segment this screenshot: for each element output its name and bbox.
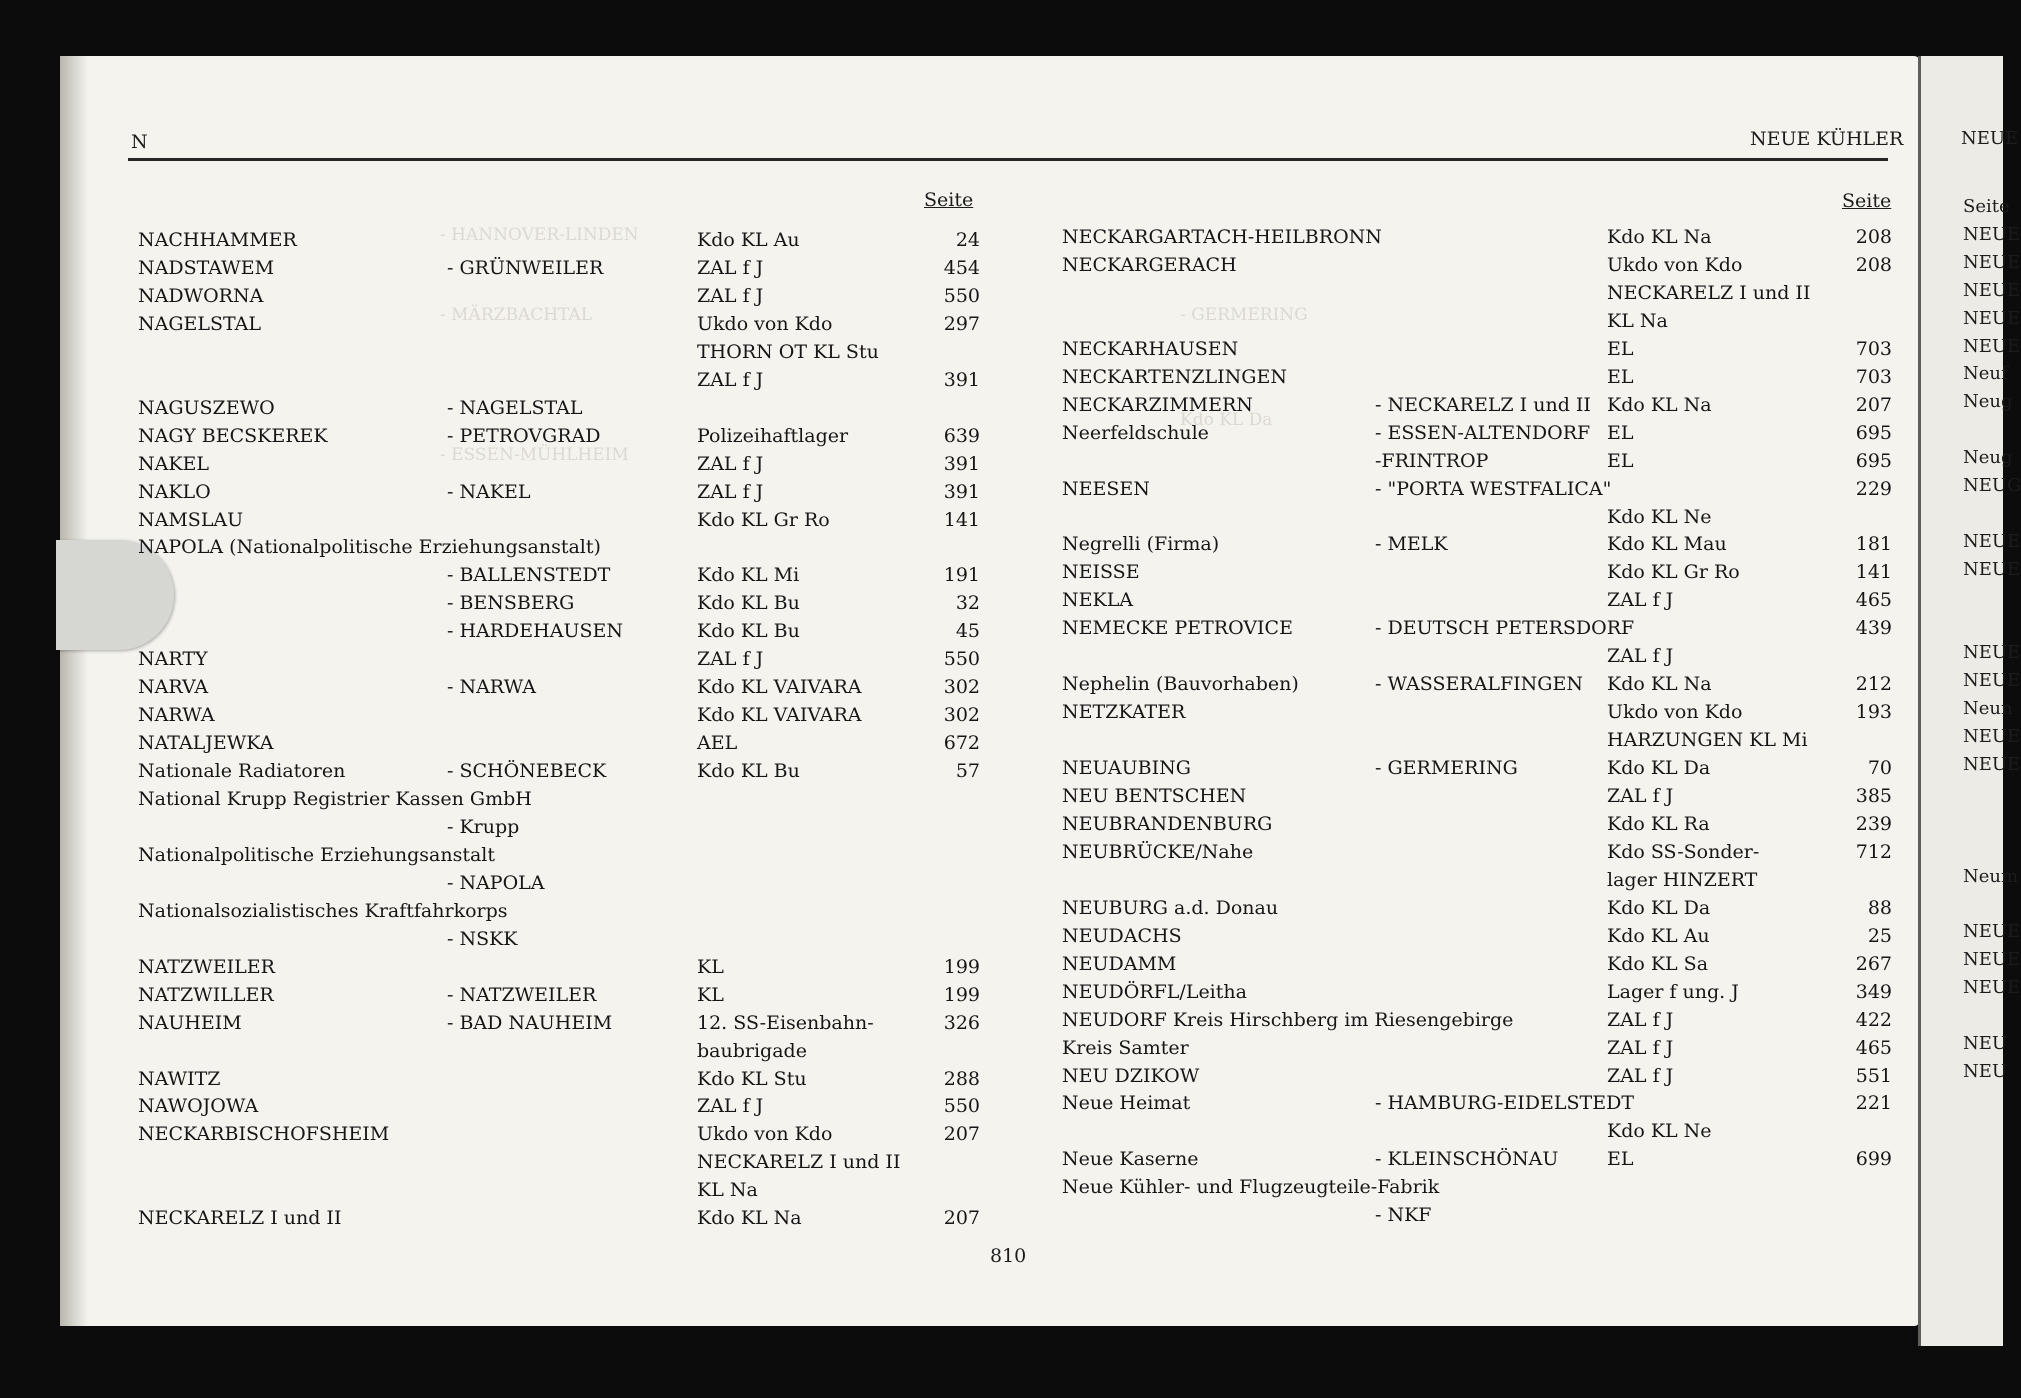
entry-unit: ZAL f J — [1607, 589, 1674, 612]
facing-entry: NEUE — [1963, 642, 2021, 664]
entry-name: NADSTAWEM — [138, 256, 275, 279]
facing-entry: NEUG — [1963, 475, 2021, 496]
entry-page-number: 208 — [1855, 226, 1892, 248]
entry-page-number: 24 — [955, 229, 980, 251]
entry-unit: Ukdo von Kdo — [697, 312, 833, 335]
entry-name: NEUDÖRFL/Leitha — [1062, 980, 1247, 1003]
entry-unit: ZAL f J — [697, 1095, 764, 1118]
entry-page-number: 639 — [943, 424, 980, 447]
entry-name: National Krupp Registrier Kassen GmbH — [138, 788, 532, 810]
entry-unit: KL — [697, 983, 724, 1006]
entry-cross-reference: - NECKARELZ I und II — [1375, 393, 1591, 416]
entry-unit: Kdo KL Ne — [1607, 505, 1712, 528]
running-head: NEUE KÜHLER — [1750, 128, 1904, 150]
facing-entry: NEUE — [1963, 223, 2021, 245]
entry-unit: Kdo KL Na — [1607, 393, 1712, 416]
seite-label-left: Seite — [924, 189, 974, 211]
facing-entry: NEUE — [1963, 977, 2021, 999]
entry-name: NECKARZIMMERN — [1062, 393, 1253, 416]
entry-unit: lager HINZERT — [1607, 868, 1758, 891]
facing-entry: NEUE — [1963, 279, 2021, 301]
entry-unit: EL — [1607, 449, 1634, 472]
bleed-through-text: - ESSEN-MÜHLHEIM — [440, 445, 629, 465]
entry-name: NEUBRANDENBURG — [1062, 812, 1273, 835]
entry-page-number: 32 — [955, 592, 980, 615]
entry-cross-reference: - NAKEL — [447, 480, 531, 503]
entry-unit: Kdo KL Na — [1607, 673, 1712, 696]
entry-name: Nationalsozialistisches Kraftfahrkorps — [138, 899, 508, 922]
entry-cross-reference: - DEUTSCH PETERSDORF — [1375, 617, 1635, 640]
entry-page-number: 221 — [1855, 1092, 1892, 1115]
entry-unit: 12. SS-Eisenbahn- — [697, 1011, 874, 1034]
entry-page-number: 181 — [1855, 533, 1892, 556]
entry-name: Neue Kühler- und Flugzeugteile-Fabrik — [1062, 1176, 1440, 1199]
entry-page-number: 141 — [1855, 561, 1892, 584]
entry-cross-reference: - NATZWEILER — [447, 983, 597, 1006]
facing-entry: Seite — [1963, 196, 2010, 217]
entry-cross-reference: - GRÜNWEILER — [447, 256, 604, 279]
entry-name: Kreis Samter — [1062, 1036, 1189, 1059]
entry-unit: ZAL f J — [1607, 1008, 1674, 1031]
header-rule — [128, 158, 1888, 161]
entry-unit: Kdo KL Au — [697, 229, 800, 251]
entry-name: NAPOLA (Nationalpolitische Erziehungsanstalt) — [138, 536, 601, 559]
entry-unit: ZAL f J — [697, 452, 764, 475]
entry-page-number: 703 — [1855, 337, 1892, 360]
entry-page-number: 391 — [943, 452, 980, 475]
entry-name: NAGY BECSKEREK — [138, 424, 328, 447]
facing-entry: NEU — [1963, 1060, 2008, 1082]
entry-unit: THORN OT KL Stu — [697, 340, 879, 363]
entry-page-number: 454 — [943, 256, 980, 279]
entry-name: NECKARHAUSEN — [1062, 337, 1239, 360]
facing-entry: NEUE — [1963, 670, 2021, 692]
entry-page-number: 88 — [1867, 896, 1892, 919]
entry-page-number: 297 — [943, 312, 980, 335]
entry-name: NECKARTENZLINGEN — [1062, 365, 1287, 388]
entry-unit: ZAL f J — [697, 368, 764, 391]
entry-unit: Kdo KL Mau — [1607, 533, 1727, 556]
entry-cross-reference: - NKF — [1375, 1204, 1432, 1227]
entry-cross-reference: - NAPOLA — [447, 871, 545, 894]
entry-cross-reference: - NSKK — [447, 927, 518, 950]
entry-name: NAKLO — [138, 480, 211, 503]
entry-name: Negrelli (Firma) — [1062, 533, 1220, 556]
entry-unit: AEL — [697, 732, 738, 755]
entry-unit: Ukdo von Kdo — [1607, 253, 1743, 276]
entry-page-number: 267 — [1855, 952, 1892, 975]
entry-page-number: 207 — [943, 1123, 980, 1146]
facing-entry: NEUE — [1963, 530, 2021, 552]
entry-cross-reference: - SCHÖNEBECK — [447, 760, 607, 783]
entry-unit: Kdo KL Na — [697, 1207, 802, 1230]
entry-name: Nephelin (Bauvorhaben) — [1062, 673, 1299, 696]
entry-page-number: 349 — [1855, 980, 1892, 1003]
entry-name: NATZWILLER — [138, 983, 274, 1006]
section-letter: N — [131, 131, 148, 153]
entry-unit: KL Na — [1607, 309, 1668, 332]
facing-entry: NEUE — [1963, 754, 2021, 775]
entry-name: NEMECKE PETROVICE — [1062, 617, 1293, 640]
entry-unit: EL — [1607, 421, 1634, 444]
entry-page-number: 712 — [1855, 840, 1892, 863]
entry-name: NADWORNA — [138, 284, 264, 307]
facing-page — [1918, 56, 2021, 1346]
entry-page-number: 57 — [955, 760, 980, 783]
facing-running-head: NEUE — [1961, 128, 2019, 149]
entry-unit: Ukdo von Kdo — [1607, 701, 1743, 724]
entry-page-number: 695 — [1855, 421, 1892, 444]
entry-name: NEUBRÜCKE/Nahe — [1062, 840, 1254, 863]
entry-cross-reference: - NARWA — [447, 676, 536, 699]
entry-unit: ZAL f J — [1607, 1036, 1674, 1059]
entry-page-number: 239 — [1855, 812, 1892, 835]
entry-page-number: 199 — [943, 983, 980, 1006]
entry-unit: ZAL f J — [1607, 645, 1674, 668]
entry-name: NATALJEWKA — [138, 732, 274, 755]
entry-page-number: 302 — [943, 704, 980, 727]
entry-unit: HARZUNGEN KL Mi — [1607, 729, 1808, 752]
facing-entry: NEUE — [1963, 726, 2021, 748]
entry-cross-reference: - BALLENSTEDT — [447, 564, 611, 587]
entry-name: NECKARBISCHOFSHEIM — [138, 1123, 390, 1146]
entry-name: NETZKATER — [1062, 701, 1186, 724]
page-gutter-edge — [60, 56, 88, 1326]
entry-unit: Kdo KL VAIVARA — [697, 704, 862, 727]
entry-unit: Kdo KL Da — [1607, 896, 1711, 919]
facing-entry: Neug — [1963, 391, 2013, 413]
entry-page-number: 551 — [1855, 1064, 1892, 1087]
entry-unit: baubrigade — [697, 1039, 807, 1062]
entry-page-number: 695 — [1855, 449, 1892, 472]
entry-unit: Kdo KL VAIVARA — [697, 676, 862, 699]
entry-page-number: 229 — [1855, 477, 1892, 500]
entry-name: NAWOJOWA — [138, 1095, 259, 1118]
entry-unit: KL — [697, 955, 724, 978]
entry-cross-reference: - WASSERALFINGEN — [1375, 673, 1583, 696]
facing-entry: Neum — [1963, 865, 2019, 887]
facing-entry: NEUE — [1963, 949, 2021, 971]
entry-page-number: 465 — [1855, 1036, 1892, 1059]
entry-unit: Kdo KL Mi — [697, 564, 800, 587]
entry-cross-reference: - NAGELSTAL — [447, 396, 583, 419]
entry-page-number: 141 — [943, 508, 980, 531]
entry-name: NECKARGERACH — [1062, 253, 1237, 276]
seite-label-right: Seite — [1842, 190, 1892, 212]
entry-page-number: 391 — [943, 480, 980, 503]
entry-page-number: 385 — [1855, 785, 1892, 807]
entry-name: Neerfeldschule — [1062, 421, 1209, 444]
entry-unit: ZAL f J — [1607, 785, 1674, 807]
entry-unit: KL Na — [697, 1179, 758, 1202]
entry-unit: Kdo SS-Sonder- — [1607, 840, 1760, 863]
entry-name: NEKLA — [1062, 589, 1134, 612]
entry-name: Nationale Radiatoren — [138, 760, 346, 783]
facing-entry: Neun — [1963, 698, 2013, 720]
entry-page-number: 550 — [943, 648, 980, 671]
bleed-through-text: - HANNOVER-LINDEN — [440, 225, 639, 245]
entry-page-number: 191 — [943, 564, 980, 587]
entry-name: NEUDORF Kreis Hirschberg im Riesengebirge — [1062, 1008, 1514, 1031]
entry-name: NEUDACHS — [1062, 924, 1182, 947]
entry-name: NEU DZIKOW — [1062, 1064, 1200, 1087]
entry-page-number: 672 — [943, 732, 980, 755]
entry-unit: Kdo KL Bu — [697, 620, 800, 643]
entry-page-number: 199 — [943, 955, 980, 978]
facing-entry: NEUE — [1963, 251, 2021, 273]
entry-name: NAUHEIM — [138, 1011, 242, 1034]
entry-unit: Kdo KL Na — [1607, 226, 1712, 248]
entry-page-number: 439 — [1855, 617, 1892, 640]
entry-unit: ZAL f J — [697, 284, 764, 307]
entry-page-number: 25 — [1867, 924, 1892, 947]
facing-entry: NEUE — [1963, 307, 2021, 329]
entry-cross-reference: -FRINTROP — [1375, 449, 1489, 472]
entry-name: Neue Heimat — [1062, 1092, 1191, 1115]
entry-page-number: 703 — [1855, 365, 1892, 388]
entry-page-number: 302 — [943, 676, 980, 699]
bleed-through-text: Kdo KL Da — [1180, 410, 1273, 430]
entry-unit: ZAL f J — [697, 480, 764, 503]
entry-page-number: 70 — [1867, 757, 1892, 780]
entry-unit: Polizeihaftlager — [697, 424, 849, 447]
facing-entry: NEU — [1963, 1033, 2008, 1054]
entry-cross-reference: - HAMBURG-EIDELSTEDT — [1375, 1092, 1634, 1115]
entry-cross-reference: - PETROVGRAD — [447, 424, 601, 447]
entry-name: Nationalpolitische Erziehungsanstalt — [138, 843, 496, 866]
entry-name: NARVA — [138, 676, 209, 699]
entry-name: NAGUSZEWO — [138, 396, 275, 419]
entry-page-number: 465 — [1855, 589, 1892, 612]
entry-cross-reference: - ESSEN-ALTENDORF — [1375, 421, 1591, 444]
entry-name: NAMSLAU — [138, 508, 244, 531]
entry-unit: Kdo KL Bu — [697, 760, 800, 783]
entry-page-number: 288 — [943, 1067, 980, 1090]
entry-unit: Kdo KL Bu — [697, 592, 800, 615]
entry-page-number: 212 — [1855, 673, 1892, 696]
entry-name: NEU BENTSCHEN — [1062, 785, 1247, 807]
entry-name: NACHHAMMER — [138, 229, 297, 251]
entry-unit: NECKARELZ I und II — [1607, 281, 1811, 304]
entry-name: NEUDAMM — [1062, 952, 1177, 975]
entry-name: Neue Kaserne — [1062, 1148, 1199, 1171]
entry-name: NEISSE — [1062, 561, 1140, 584]
entry-cross-reference: - Krupp — [447, 815, 520, 838]
entry-name: NAWITZ — [138, 1067, 221, 1090]
entry-unit: ZAL f J — [1607, 1064, 1674, 1087]
facing-entry: NEUE — [1963, 921, 2021, 943]
entry-unit: Kdo KL Stu — [697, 1067, 807, 1090]
entry-cross-reference: - "PORTA WESTFALICA" — [1375, 477, 1612, 500]
entry-unit: ZAL f J — [697, 648, 764, 671]
entry-page-number: 699 — [1855, 1148, 1892, 1171]
entry-unit: EL — [1607, 1148, 1634, 1171]
entry-unit: Lager f ung. J — [1607, 980, 1739, 1003]
entry-unit: EL — [1607, 337, 1634, 360]
entry-page-number: 45 — [955, 620, 980, 643]
entry-cross-reference: - HARDEHAUSEN — [447, 620, 623, 643]
entry-unit: Ukdo von Kdo — [697, 1123, 833, 1146]
entry-page-number: 422 — [1855, 1008, 1892, 1031]
entry-unit: ZAL f J — [697, 256, 764, 279]
entry-unit: Kdo KL Da — [1607, 757, 1711, 780]
entry-cross-reference: - BAD NAUHEIM — [447, 1011, 613, 1034]
entry-cross-reference: - MELK — [1375, 533, 1448, 556]
entry-page-number: 207 — [943, 1207, 980, 1230]
entry-page-number: 193 — [1855, 701, 1892, 724]
entry-page-number: 391 — [943, 368, 980, 391]
entry-unit: EL — [1607, 365, 1634, 388]
bleed-through-text: - GERMERING — [1180, 305, 1308, 325]
entry-unit: Kdo KL Ne — [1607, 1120, 1712, 1143]
entry-cross-reference: - BENSBERG — [447, 592, 575, 615]
entry-page-number: 208 — [1855, 253, 1892, 276]
entry-unit: NECKARELZ I und II — [697, 1151, 901, 1174]
entry-name: NECKARGARTACH-HEILBRONN — [1062, 226, 1382, 248]
entry-unit: Kdo KL Ra — [1607, 812, 1710, 835]
entry-page-number: 326 — [943, 1011, 980, 1034]
entry-name: NARWA — [138, 704, 215, 727]
facing-entry: Neuf — [1963, 363, 2008, 385]
entry-unit: Kdo KL Gr Ro — [697, 508, 830, 531]
entry-name: NAGELSTAL — [138, 312, 261, 335]
entry-name: NAKEL — [138, 452, 210, 475]
entry-name: NARTY — [138, 648, 208, 671]
facing-entry: NEUE — [1963, 335, 2021, 357]
entry-name: NEUBURG a.d. Donau — [1062, 896, 1279, 919]
entry-name: NECKARELZ I und II — [138, 1207, 342, 1230]
entry-name: NATZWEILER — [138, 955, 275, 978]
entry-cross-reference: - KLEINSCHÖNAU — [1375, 1148, 1559, 1171]
entry-page-number: 550 — [943, 284, 980, 307]
bleed-through-text: - MÄRZBACHTAL — [440, 305, 593, 325]
entry-cross-reference: - GERMERING — [1375, 757, 1518, 780]
entry-page-number: 207 — [1855, 393, 1892, 416]
entry-unit: Kdo KL Sa — [1607, 952, 1709, 975]
facing-entry: Neug — [1963, 447, 2013, 469]
entry-name: NEUAUBING — [1062, 757, 1191, 780]
page-number: 810 — [990, 1245, 1027, 1267]
facing-entry: NEUE — [1963, 558, 2021, 580]
entry-unit: Kdo KL Gr Ro — [1607, 561, 1740, 584]
entry-page-number: 550 — [943, 1095, 980, 1118]
entry-unit: Kdo KL Au — [1607, 924, 1710, 947]
entry-name: NEESEN — [1062, 477, 1150, 500]
